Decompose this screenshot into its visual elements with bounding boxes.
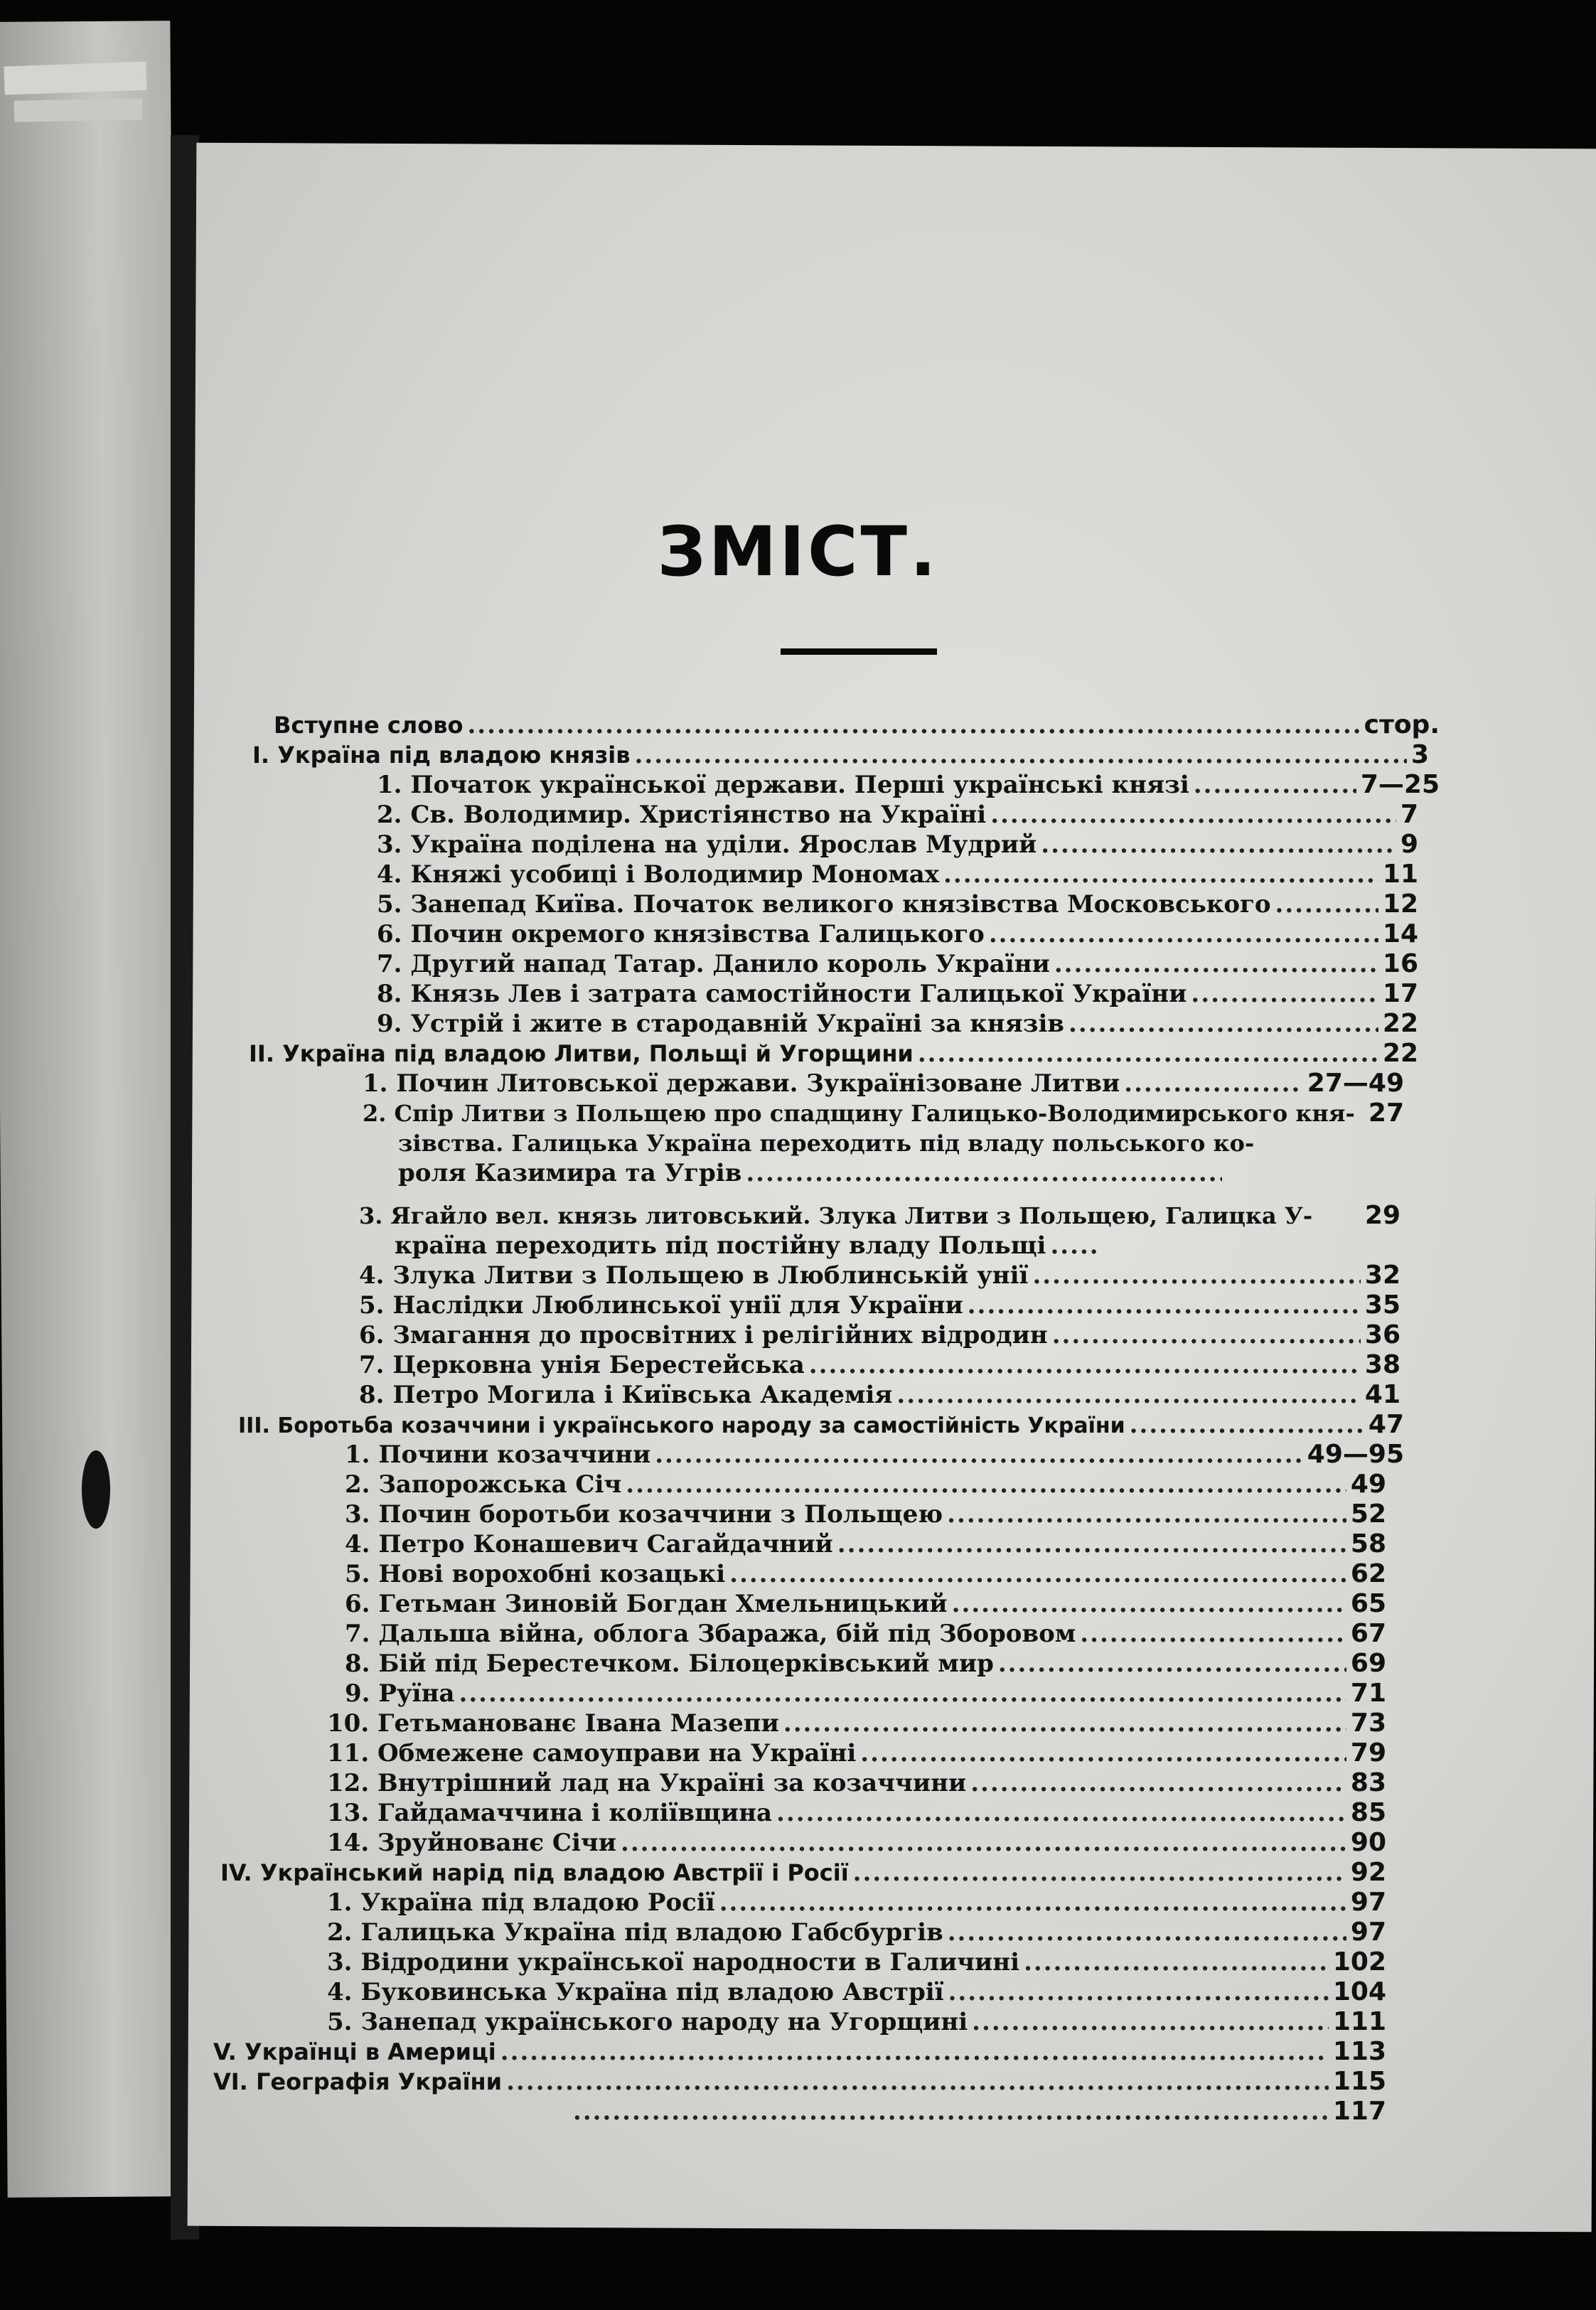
toc-continuation: зівства. Галицька Україна переходить під владу польського ко- <box>398 1130 1255 1157</box>
toc-text: 7. Церковна унія Берестейська <box>359 1351 805 1379</box>
leader-dots <box>506 2068 1329 2096</box>
toc-line <box>327 1948 1386 1977</box>
toc-line <box>569 2097 1386 2126</box>
toc-page: стор. <box>1364 710 1440 739</box>
toc-text: 4. Петро Конашевич Сагайдачний <box>345 1530 833 1558</box>
toc-page: 102 <box>1332 1947 1386 1977</box>
toc-line <box>327 1769 1386 1797</box>
toc-page: 52 <box>1350 1499 1386 1529</box>
toc-text: 7. Другий напад Татар. Данило король України <box>377 950 1050 978</box>
toc-line <box>274 711 1440 739</box>
toc-text: 5. Занепад українського народу на Угорщині <box>327 2008 968 2036</box>
toc-line <box>359 1351 1400 1379</box>
leader-dots <box>1080 1620 1346 1648</box>
leader-dots <box>809 1351 1361 1379</box>
toc-line <box>345 1649 1386 1678</box>
toc-text: роля Казимира та Угрів <box>398 1159 742 1187</box>
toc-line <box>213 2038 1386 2066</box>
toc-line <box>377 801 1418 829</box>
toc-line <box>345 1500 1386 1529</box>
toc-page: 111 <box>1332 2007 1386 2036</box>
toc-text: 1. Почини козаччини <box>345 1440 651 1469</box>
toc-line <box>363 1069 1404 1098</box>
toc-page: 11 <box>1382 860 1418 889</box>
toc-line <box>377 980 1418 1008</box>
toc-page: 90 <box>1350 1828 1386 1857</box>
toc-text: VI. Географія України <box>213 2068 503 2095</box>
leader-dots <box>952 1590 1346 1618</box>
toc-line <box>327 1888 1386 1917</box>
previous-page-edge <box>0 21 186 2198</box>
leader-dots <box>990 801 1396 829</box>
leader-dots <box>776 1799 1346 1827</box>
leader-dots <box>621 1829 1346 1857</box>
toc-page: 27 <box>1368 1098 1404 1128</box>
toc-line <box>345 1590 1386 1618</box>
toc-line <box>213 2068 1386 2096</box>
toc-line <box>359 1291 1400 1320</box>
leader-dots <box>467 711 1359 739</box>
toc-line <box>398 1159 1226 1187</box>
page-edge-fragment <box>4 62 146 95</box>
leader-dots <box>635 741 1407 769</box>
leader-dots <box>746 1159 1222 1187</box>
toc-text: 8. Князь Лев і затрата самостійности Галицької України <box>377 980 1187 1008</box>
toc-page: 83 <box>1350 1768 1386 1797</box>
leader-dots <box>918 1039 1378 1068</box>
page-edge-fragment <box>14 98 142 122</box>
toc-page: 41 <box>1364 1380 1400 1409</box>
leader-dots <box>1052 1321 1361 1349</box>
toc-line <box>345 1470 1386 1499</box>
toc-line <box>345 1679 1386 1708</box>
leader-dots <box>1130 1411 1364 1439</box>
leader-dots <box>968 1291 1361 1320</box>
toc-page: 49 <box>1350 1470 1386 1499</box>
toc-page: 113 <box>1332 2037 1386 2066</box>
toc-text: 2. Запорожська Січ <box>345 1470 622 1499</box>
toc-page: 3 <box>1410 740 1429 769</box>
leader-dots <box>837 1530 1346 1558</box>
leader-dots <box>1124 1069 1303 1098</box>
toc-page: 62 <box>1350 1559 1386 1588</box>
toc-text: 12. Внутрішний лад на Україні за козаччини <box>327 1769 967 1797</box>
toc-text: 9. Устрій і жите в стародавній Україні за князів <box>377 1010 1065 1038</box>
leader-dots <box>783 1709 1346 1738</box>
leader-dots <box>459 1679 1346 1708</box>
toc-text: 2. Св. Володимир. Христіянство на Україні <box>377 801 987 829</box>
toc-page: 67 <box>1350 1619 1386 1648</box>
toc-line <box>345 1440 1404 1469</box>
toc-text: 6. Почин окремого князівства Галицького <box>377 920 985 948</box>
toc-page: 71 <box>1350 1679 1386 1708</box>
toc-text: IV. Український нарід під владою Австрії і Росії <box>220 1859 849 1886</box>
leader-dots <box>729 1560 1346 1588</box>
toc-page: 38 <box>1364 1350 1400 1379</box>
leader-dots <box>1275 890 1378 919</box>
toc-line <box>327 1829 1386 1857</box>
toc-text: I. Україна під владою князів <box>252 742 631 769</box>
toc-text: 5. Наслідки Люблинської унії для України <box>359 1291 963 1320</box>
title-rule <box>781 648 937 655</box>
toc-line <box>395 1231 1105 1260</box>
toc-page: 69 <box>1350 1649 1386 1678</box>
leader-dots <box>719 1888 1346 1917</box>
leader-dots <box>626 1470 1346 1499</box>
toc-text: 11. Обмежене самоуправи на Україні <box>327 1739 857 1768</box>
toc-text: 3. Почин боротьби козаччини з Польщею <box>345 1500 943 1529</box>
toc-text: 7. Дальша війна, облога Збаража, бій під Зборовом <box>345 1620 1076 1648</box>
leader-dots <box>1069 1010 1378 1038</box>
leader-dots <box>853 1859 1346 1887</box>
leader-dots <box>1194 771 1356 799</box>
toc-page: 97 <box>1350 1918 1386 1947</box>
toc-page: 104 <box>1332 1977 1386 2006</box>
binding-stain <box>82 1450 110 1529</box>
leader-dots <box>970 1769 1346 1797</box>
toc-line <box>327 1918 1386 1947</box>
toc-text: 6. Гетьман Зиновій Богдан Хмельницький <box>345 1590 948 1618</box>
toc-line <box>327 1739 1386 1768</box>
leader-dots <box>896 1381 1360 1409</box>
leader-dots <box>1191 980 1378 1008</box>
toc-line <box>327 1978 1386 2006</box>
toc-page: 58 <box>1350 1529 1386 1558</box>
toc-line <box>359 1202 1400 1230</box>
toc-page: 47 <box>1368 1410 1404 1439</box>
toc-page: 49—95 <box>1307 1440 1404 1469</box>
leader-dots <box>972 2008 1329 2036</box>
toc-page: 65 <box>1350 1589 1386 1618</box>
toc-page: 85 <box>1350 1798 1386 1827</box>
toc-text: 13. Гайдамаччина і коліївщина <box>327 1799 773 1827</box>
toc-text: 4. Княжі усобиці і Володимир Мономах <box>377 860 940 889</box>
leader-dots <box>1041 830 1396 859</box>
toc-line <box>377 830 1418 859</box>
toc-page: 117 <box>1332 2097 1386 2126</box>
toc-line <box>220 1859 1386 1887</box>
toc-text: 2. Спір Литви з Польщею про спадщину Галицько-Володимирського кня- <box>363 1100 1355 1127</box>
toc-text: III. Боротьба козаччини і українського народу за самостійність України <box>238 1413 1125 1438</box>
toc-text: 4. Буковинська Україна під владою Австрії <box>327 1978 944 2006</box>
toc-page: 36 <box>1364 1320 1400 1349</box>
toc-text: 3. Відродини української народности в Галичині <box>327 1948 1020 1977</box>
toc-text: 8. Петро Могила і Київська Академія <box>359 1381 893 1409</box>
leader-dots <box>948 1978 1329 2006</box>
toc-line <box>377 890 1418 919</box>
toc-line <box>345 1530 1386 1558</box>
toc-line <box>359 1261 1400 1290</box>
toc-page: 22 <box>1382 1039 1418 1068</box>
toc-line <box>377 771 1440 799</box>
leader-dots <box>943 860 1378 889</box>
leader-dots <box>1054 950 1378 978</box>
toc-text: 1. Початок української держави. Перші українські князі <box>377 771 1189 799</box>
toc-text: 3. Україна поділена на уділи. Ярослав Мудрий <box>377 830 1037 859</box>
leader-dots <box>1024 1948 1329 1977</box>
toc-text: 10. Гетьманованє Івана Мазепи <box>327 1709 779 1738</box>
toc-page: 22 <box>1382 1009 1418 1038</box>
leader-dots <box>655 1440 1303 1469</box>
toc-page: 115 <box>1332 2067 1386 2096</box>
toc-page: 7 <box>1400 800 1418 829</box>
toc-page: 14 <box>1382 919 1418 948</box>
toc-line <box>345 1620 1386 1648</box>
toc-page: 17 <box>1382 979 1418 1008</box>
toc-line <box>327 1709 1386 1738</box>
leader-dots <box>948 1918 1346 1947</box>
toc-text: 5. Занепад Київа. Початок великого князівства Московського <box>377 890 1271 919</box>
toc-line <box>359 1381 1400 1409</box>
toc-page: 35 <box>1364 1290 1400 1320</box>
toc-page: 7—25 <box>1360 770 1440 799</box>
toc-line <box>363 1099 1404 1128</box>
toc-page: 32 <box>1364 1261 1400 1290</box>
toc-text: 6. Змагання до просвітних і релігійних відродин <box>359 1321 1048 1349</box>
toc-page: 12 <box>1382 889 1418 919</box>
toc-line <box>377 950 1418 978</box>
toc-line <box>377 860 1418 889</box>
toc-text: 1. Почин Литовської держави. Зукраїнізоване Литви <box>363 1069 1120 1098</box>
toc-line <box>359 1321 1400 1349</box>
toc-line <box>238 1411 1404 1440</box>
toc-text: країна переходить під постійну владу Польщі <box>395 1231 1046 1260</box>
toc-text: 1. Україна під владою Росії <box>327 1888 715 1917</box>
leader-dots <box>989 920 1378 948</box>
toc-line <box>249 1039 1418 1068</box>
toc-page: 9 <box>1400 830 1418 859</box>
toc-page: 73 <box>1350 1709 1386 1738</box>
toc-text: 5. Нові ворохобні козацькі <box>345 1560 726 1588</box>
toc-page: 97 <box>1350 1888 1386 1917</box>
toc-text: 14. Зруйнованє Січи <box>327 1829 616 1857</box>
toc-text: 9. Руїна <box>345 1679 455 1708</box>
leader-dots <box>998 1649 1346 1678</box>
page-title: ЗМІСТ. <box>657 512 939 592</box>
toc-page: 92 <box>1350 1858 1386 1887</box>
toc-line <box>327 2008 1386 2036</box>
leader-dots <box>1032 1261 1360 1290</box>
leader-dots <box>947 1500 1346 1529</box>
toc-line <box>252 741 1429 769</box>
toc-text: 4. Злука Литви з Польщею в Люблинській унії <box>359 1261 1029 1290</box>
toc-text: 8. Бій під Берестечком. Білоцерківський мир <box>345 1649 994 1678</box>
toc-line <box>377 1010 1418 1038</box>
toc-line <box>327 1799 1386 1827</box>
toc-line <box>345 1560 1386 1588</box>
toc-page: 16 <box>1382 949 1418 978</box>
leader-dots <box>1050 1231 1101 1260</box>
toc-line <box>377 920 1418 948</box>
toc-page: 79 <box>1350 1738 1386 1768</box>
toc-text: V. Українці в Америці <box>213 2038 496 2065</box>
toc-text: 2. Галицька Україна під владою Габсбургів <box>327 1918 943 1947</box>
toc-text: 3. Ягайло вел. князь литовський. Злука Литви з Польщею, Галицка У- <box>359 1202 1313 1229</box>
leader-dots <box>860 1739 1346 1768</box>
leader-dots <box>573 2097 1329 2126</box>
leader-dots <box>500 2038 1329 2066</box>
toc-text: II. Україна під владою Литви, Польщі й Угорщини <box>249 1040 914 1067</box>
toc-page: 29 <box>1364 1201 1400 1230</box>
toc-text: Вступне слово <box>274 712 464 739</box>
toc-page: 27—49 <box>1307 1069 1404 1098</box>
